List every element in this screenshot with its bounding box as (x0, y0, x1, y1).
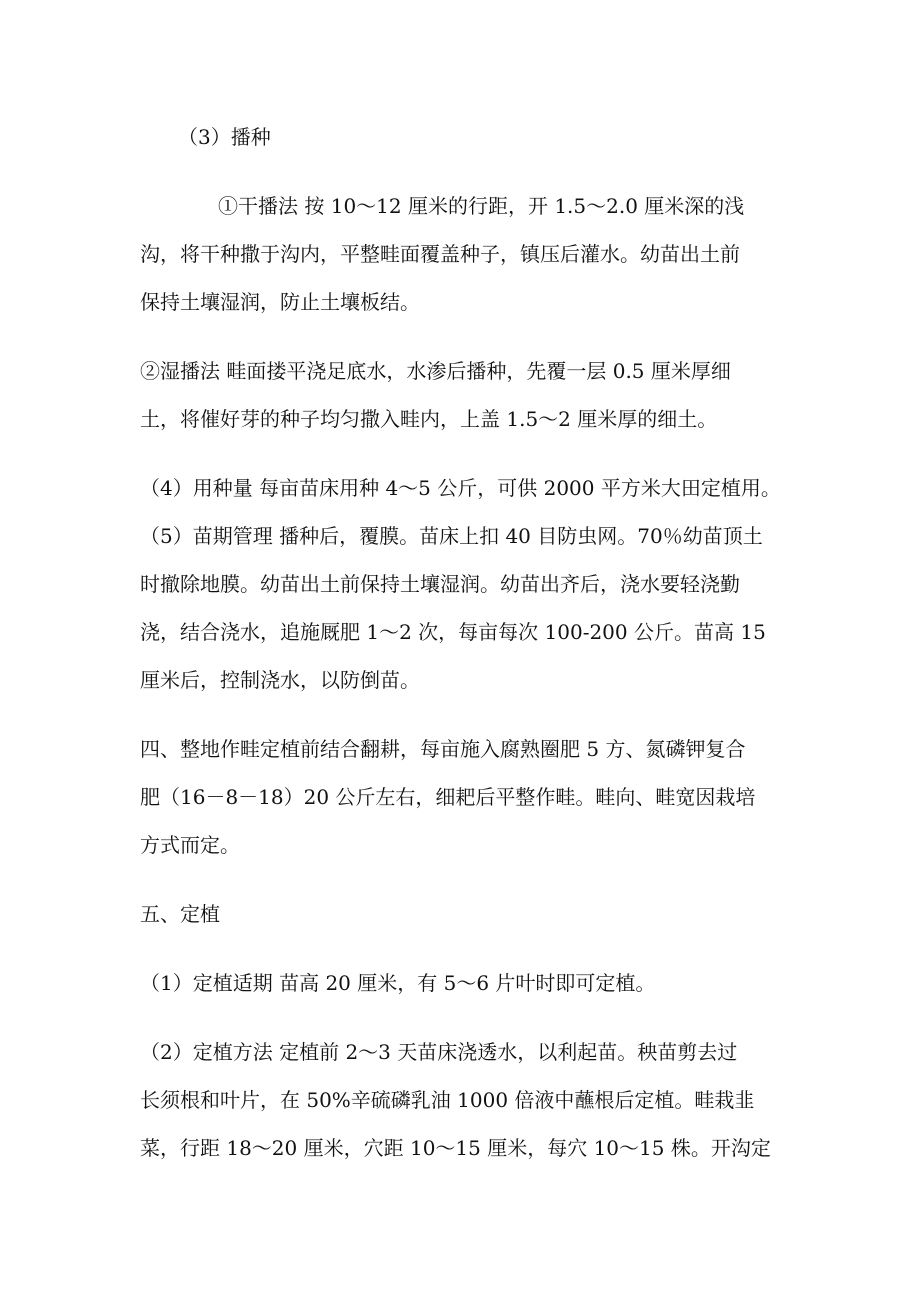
paragraph-seed-amount: （4）用种量 每亩苗床用种 4～5 公斤，可供 2000 平方米大田定植用。 (140, 476, 781, 500)
paragraph-seedling-care-line-3: 浇，结合浇水，追施厩肥 1～2 次，每亩每次 100-200 公斤。苗高 15 (140, 620, 766, 644)
paragraph-land-prep-line-3: 方式而定。 (140, 833, 240, 857)
paragraph-seedling-care-line-2: 时撤除地膜。幼苗出土前保持土壤湿润。幼苗出齐后，浇水要轻浇勤 (140, 572, 740, 596)
paragraph-dry-sowing-line-1: ①干播法 按 10～12 厘米的行距，开 1.5～2.0 厘米深的浅 (218, 194, 745, 218)
paragraph-seedling-care-line-1: （5）苗期管理 播种后，覆膜。苗床上扣 40 目防虫网。70％幼苗顶土 (140, 524, 763, 548)
paragraph-dry-sowing-line-3: 保持土壤湿润，防止土壤板结。 (140, 290, 420, 314)
paragraph-seedling-care-line-4: 厘米后，控制浇水，以防倒苗。 (140, 668, 420, 692)
paragraph-transplant-method-line-1: （2）定植方法 定植前 2～3 天苗床浇透水，以利起苗。秧苗剪去过 (140, 1040, 738, 1064)
paragraph-land-prep-line-1: 四、整地作畦定植前结合翻耕，每亩施入腐熟圈肥 5 方、氮磷钾复合 (140, 737, 746, 761)
paragraph-transplant-method-line-3: 菜，行距 18～20 厘米，穴距 10～15 厘米，每穴 10～15 株。开沟定 (140, 1136, 771, 1160)
paragraph-transplant-method-line-2: 长须根和叶片，在 50%辛硫磷乳油 1000 倍液中蘸根后定植。畦栽韭 (140, 1088, 755, 1112)
paragraph-land-prep-line-2: 肥（16－8－18）20 公斤左右，细耙后平整作畦。畦向、畦宽因栽培 (140, 785, 756, 809)
heading-transplanting: 五、定植 (140, 902, 220, 926)
paragraph-transplant-timing: （1）定植适期 苗高 20 厘米，有 5～6 片叶时即可定植。 (140, 971, 656, 995)
heading-sowing: （3）播种 (178, 125, 271, 149)
paragraph-dry-sowing-line-2: 沟，将干种撒于沟内，平整畦面覆盖种子，镇压后灌水。幼苗出土前 (140, 242, 740, 266)
paragraph-wet-sowing-line-2: 土，将催好芽的种子均匀撒入畦内，上盖 1.5～2 厘米厚的细土。 (140, 407, 718, 431)
paragraph-wet-sowing-line-1: ②湿播法 畦面搂平浇足底水，水渗后播种，先覆一层 0.5 厘米厚细 (140, 359, 731, 383)
